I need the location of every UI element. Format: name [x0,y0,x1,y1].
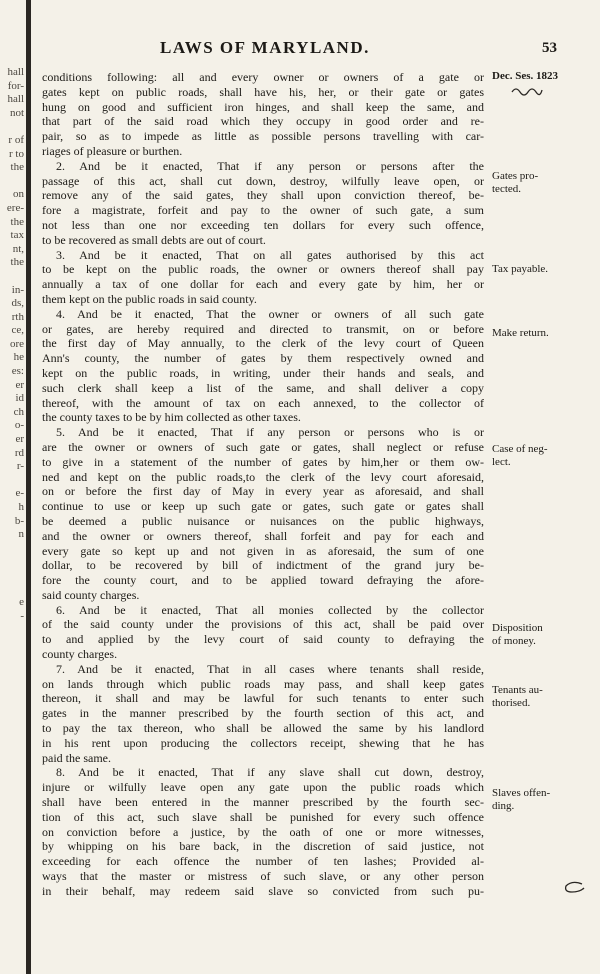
text-line: by whipping on his bare back, in the discretion of said justice, not [42,839,484,854]
bleed-fragment: in- [11,283,24,296]
bleed-fragment [0,270,24,284]
bleed-fragment: r to [9,147,24,160]
note-line: Slaves offen- [492,787,551,799]
text-line: gates kept on public roads, shall have his, her, or their gate or gates [42,84,484,99]
text-line: to and applied by the levy court of said county to defraying the [42,632,484,647]
bleed-fragment: es: [11,365,24,378]
text-line: the county taxes to be by him collected as other taxes. [42,410,301,425]
text-line: on or before the first day of May in every year as aforesaid, and shall [42,484,484,499]
text-line: pair, so as to impede as little as possible persons travelling with car- [42,129,484,144]
bleed-fragment: he [13,351,24,364]
text-line: paid the same. [42,750,111,765]
text-line: to pay the tax thereon, who shall be allowed the same by his landlord [42,721,484,736]
text-line: every gate so kept up and not given in as aforesaid, the sum of one [42,543,484,558]
text-line: ways that the master or mistress of such slave, or any other person [42,869,484,884]
text-line: 6. And be it enacted, That all monies collected by the collector [56,602,484,617]
bleed-fragment: on [13,188,24,201]
bleed-fragment: e- [15,487,24,500]
text-line: gates in the manner prescribed by the fourth section of this act, and [42,706,484,721]
text-line: dollar, to be recovered by bill of indictment of the grand jury be- [42,558,484,573]
note-tenants [492,684,592,709]
text-line: continue to use or keep up such gate or gates, such gate or gates shall [42,499,484,514]
text-line: to be recovered as small debts are out of court. [42,232,266,247]
note-neglect [492,443,592,468]
bleed-fragment: h [18,501,24,513]
text-line: the first day of May annually, to the clerk of the levy court of Queen [42,336,484,351]
bleed-fragment: the [10,215,24,228]
text-line: not less than one nor exceeding ten dollars for every such offence, [42,217,484,232]
facing-page-bleed [0,66,24,759]
bleed-fragment [0,175,24,189]
handwritten-squiggle-icon [510,86,544,98]
law-text [42,70,484,899]
bleed-fragment [0,569,24,583]
bleed-fragment: rth [11,310,24,323]
text-line: to give in a statement of the number of gates by him,her or them ow- [42,454,484,469]
text-line: conditions following: all and every owner or owners of a gate or [42,70,484,84]
note-money [492,622,592,647]
note-line: lect. [492,455,511,468]
bleed-fragment: rd [14,446,24,459]
bleed-fragment [0,651,24,665]
text-line: or gates, are hereby required and directed to transmit, on or before [42,321,484,336]
note-return [492,327,592,340]
note-line: Dec. Ses. 1823 [492,70,558,82]
bleed-fragment [0,705,24,719]
text-line: 5. And be it enacted, That if any person or persons who is or [56,425,484,440]
text-line: kept on the public roads, in writing, under their hands and seals, and [42,365,484,380]
text-line: county charges. [42,647,118,662]
bleed-fragment: b- [14,514,24,527]
text-line: them kept on the public roads in said county. [42,291,257,306]
text-line: 3. And be it enacted, That on all gates authorised by this act [56,247,484,262]
text-line: passage of this act, shall cut down, destroy, wilfully leave open, or [42,173,484,188]
text-line: thereof, with the amount of tax on each annexed, to the collector of [42,395,484,410]
bleed-fragment: not [9,106,24,119]
text-line: injure or wilfully leave open any gate upon the public roads which [42,780,484,795]
text-line: fore the county court, and to be applied toward defraying the afore- [42,573,484,588]
bleed-fragment: - [20,609,24,622]
bleed-fragment [0,664,24,678]
text-line: are the owner or owners of such gate or gates, shall neglect or refuse [42,439,484,454]
note-line: ding. [492,799,515,812]
note-line: thorised. [492,696,531,709]
bleed-fragment: er [15,433,24,446]
text-line: 8. And be it enacted, That if any slave shall cut down, destroy, [56,765,484,780]
bleed-fragment: n [18,528,24,541]
bleed-fragment [0,542,24,556]
bleed-fragment [0,732,24,746]
text-line: be deemed a public nuisance or nuisances on the public highways, [42,513,484,528]
text-line: annually a tax of one dollar for each and every gate by him, her or [42,277,484,292]
note-line: Tenants au- [492,684,543,696]
text-line: Ann's county, the number of gates by them respectively owned and [42,351,484,366]
handwritten-mark-icon [562,880,586,896]
text-line: tion of this act, such slave shall be punished for every such offence [42,809,484,824]
text-line: said county charges. [42,587,140,602]
bleed-fragment: r- [16,460,24,473]
text-line: exceeding for each offence the number of ten lashes; Provided al- [42,854,484,869]
bleed-fragment [0,746,24,760]
note-session [492,70,592,83]
bleed-fragment: the [10,256,24,269]
text-line: on conviction before a justice, by the oath of one or more witnesses, [42,824,484,839]
note-line: of money. [492,634,536,647]
text-line: shall have been entered in the manner prescribed by the fourth sec- [42,795,484,810]
note-line: Disposition [492,622,543,634]
text-line: such clerk shall keep a list of the same, and shall deliver a copy [42,380,484,395]
text-line: remove any of the said gates, they shall upon conviction thereof, be- [42,188,484,203]
bleed-fragment: er [15,378,24,391]
text-line: hung on good and sufficient iron hinges, and shall keep the same, and [42,99,484,114]
bleed-fragment: ch [13,405,24,418]
note-gates [492,170,592,195]
bleed-fragment: hall [7,66,24,78]
bleed-fragment: o- [14,419,24,432]
bleed-fragment: tax [10,229,24,242]
page-number: 53 [542,40,557,56]
bleed-fragment: ere- [6,201,24,214]
note-line: Gates pro- [492,170,539,182]
text-line: to be kept on the public roads, the owner or owners thereof shall pay [42,262,484,277]
bleed-fragment [0,719,24,733]
text-line: fore a magistrate, forfeit and pay to the owner of such gate, a sum [42,203,484,218]
bleed-fragment [0,583,24,597]
bleed-fragment: ore [9,337,24,350]
note-line: tected. [492,182,522,195]
text-line: 7. And be it enacted, That in all cases where tenants shall reside, [56,661,484,676]
bleed-fragment: the [10,161,24,174]
text-line: and the owner or owners thereof, shall forfeit and pay for each and [42,528,484,543]
text-line: of the said county under the provisions of this act, shall be paid over [42,617,484,632]
text-line: riages of pleasure or burthen. [42,143,183,158]
bleed-fragment: nt, [12,242,24,255]
bleed-fragment [0,555,24,569]
page-gutter-edge [26,0,31,974]
note-line: Tax payable. [492,263,549,275]
text-line: 2. And be it enacted, That if any person or persons after the [56,158,484,173]
note-line: Make return. [492,327,549,339]
bleed-fragment [0,474,24,488]
note-tax [492,263,592,276]
text-line: in their behalf, may redeem said slave so convicted from such pu- [42,883,484,898]
bleed-fragment: ce, [11,324,24,337]
note-line: Case of neg- [492,443,548,455]
text-line: in his rent upon producing the collectors receipt, shewing that he has [42,735,484,750]
bleed-fragment [0,678,24,692]
text-line: 4. And be it enacted, That the owner or owners of all such gate [56,306,484,321]
bleed-fragment: for- [7,79,24,92]
bleed-fragment: e [19,596,24,609]
bleed-fragment: r of [8,133,24,146]
text-line: ned and kept on the public roads,to the clerk of the levy court aforesaid, [42,469,484,484]
text-line: that part of the said road which they occupy in good order and re- [42,114,484,129]
note-slaves [492,787,592,812]
bleed-fragment [0,691,24,705]
bleed-fragment: ds, [11,297,24,310]
running-header: LAWS OF MARYLAND. [160,38,370,57]
bleed-fragment [0,120,24,134]
text-line: thereon, it shall and may be lawful for such tenants to enter such [42,691,484,706]
text-line: on lands through which public roads may pass, and shall keep gates [42,676,484,691]
bleed-fragment: hall [7,93,24,106]
bleed-fragment: id [15,392,24,405]
bleed-fragment [0,637,24,651]
bleed-fragment [0,623,24,637]
